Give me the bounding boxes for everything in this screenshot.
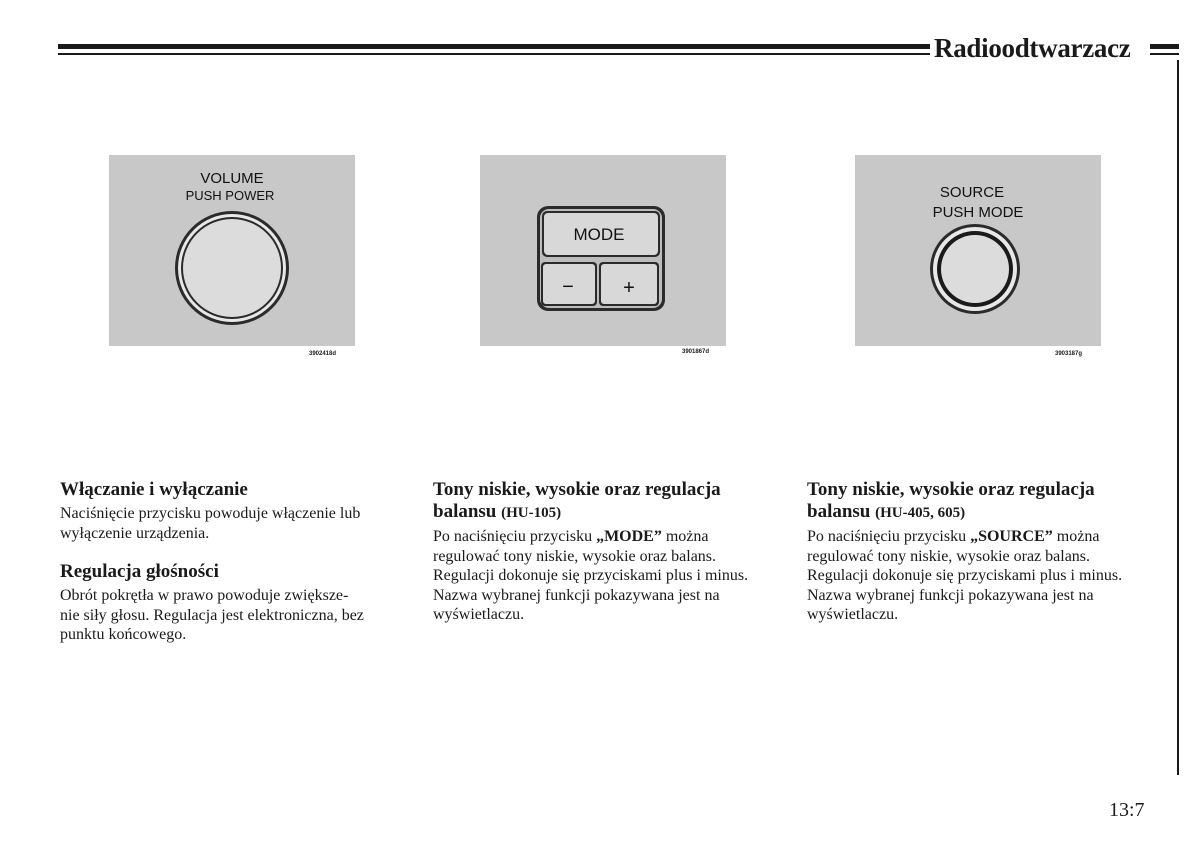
section-text <box>433 527 778 625</box>
header-rule-thin <box>58 53 930 55</box>
knob-face <box>941 235 1009 303</box>
section-tones-hu105 <box>433 479 778 625</box>
figure-code: 3901867d <box>682 349 710 355</box>
section-text <box>60 586 395 645</box>
section-power <box>60 479 405 645</box>
figure-source-knob <box>855 155 1101 346</box>
text-post: można regulować tony niskie, wysokie oraz balans. Regulacji dokonuje się przyciskami plus i minus. Nazwa wybranej funkcji pokazywana jest na wyświetlaczu. <box>807 528 1123 623</box>
header-rule-right-thick <box>1150 44 1179 49</box>
key-name: „SOURCE” <box>970 528 1053 545</box>
text-line: Obrót pokrętła w prawo powoduje zwiększe- <box>60 587 349 604</box>
right-margin-rule <box>1177 60 1179 775</box>
minus-label: − <box>562 276 574 298</box>
volume-label: VOLUME <box>200 170 264 187</box>
text-pre: Po naciśnięciu przycisku <box>433 528 593 545</box>
figure-code: 3902418d <box>309 351 337 357</box>
knob-face <box>183 219 281 317</box>
figure-volume-knob <box>109 155 355 346</box>
header-rule-thick <box>58 44 930 49</box>
text-line: nie siły głosu. Regulacja jest elektroniczna, bez punktu końcowego. <box>60 606 364 643</box>
section-heading <box>807 479 1147 524</box>
section-text: Naciśnięcie przycisku powoduje włączenie lub wyłączenie urządzenia. <box>60 505 361 542</box>
figure-code: 3903187g <box>1055 351 1083 357</box>
heading-text: Tony niskie, wysokie oraz regulacja balansu <box>807 479 1095 522</box>
source-label: SOURCE <box>939 184 1005 201</box>
push-mode-label: PUSH MODE <box>932 204 1024 221</box>
key-name: „MODE” <box>596 528 662 545</box>
section-text <box>807 527 1152 625</box>
section-heading <box>433 479 773 524</box>
mode-label: MODE <box>573 225 625 244</box>
source-knob-icon <box>855 155 1101 346</box>
mode-button-panel-icon <box>480 155 726 346</box>
page-title: Radioodtwarzacz <box>934 33 1131 63</box>
figure-mode-buttons <box>480 155 726 346</box>
heading-text: Tony niskie, wysokie oraz regulacja balansu <box>433 479 721 522</box>
section-heading: Regulacja głośności <box>60 561 219 582</box>
plus-label: + <box>623 277 635 299</box>
volume-knob-icon <box>109 155 355 346</box>
header-rule-right-thin <box>1150 53 1179 55</box>
page-number: 13:7 <box>1109 799 1145 821</box>
push-power-label: PUSH POWER <box>185 188 275 203</box>
section-tones-hu405 <box>807 479 1152 625</box>
model-code: (HU-405, 605) <box>875 505 966 521</box>
section-heading: Włączanie i wyłączanie <box>60 479 248 500</box>
model-code: (HU-105) <box>501 505 562 521</box>
text-post: można regulować tony niskie, wysokie oraz balans. Regulacji dokonuje się przyciskami plus i minus. Nazwa wybranej funkcji pokazywana jest na wyświetlaczu. <box>433 528 749 623</box>
text-pre: Po naciśnięciu przycisku <box>807 528 967 545</box>
